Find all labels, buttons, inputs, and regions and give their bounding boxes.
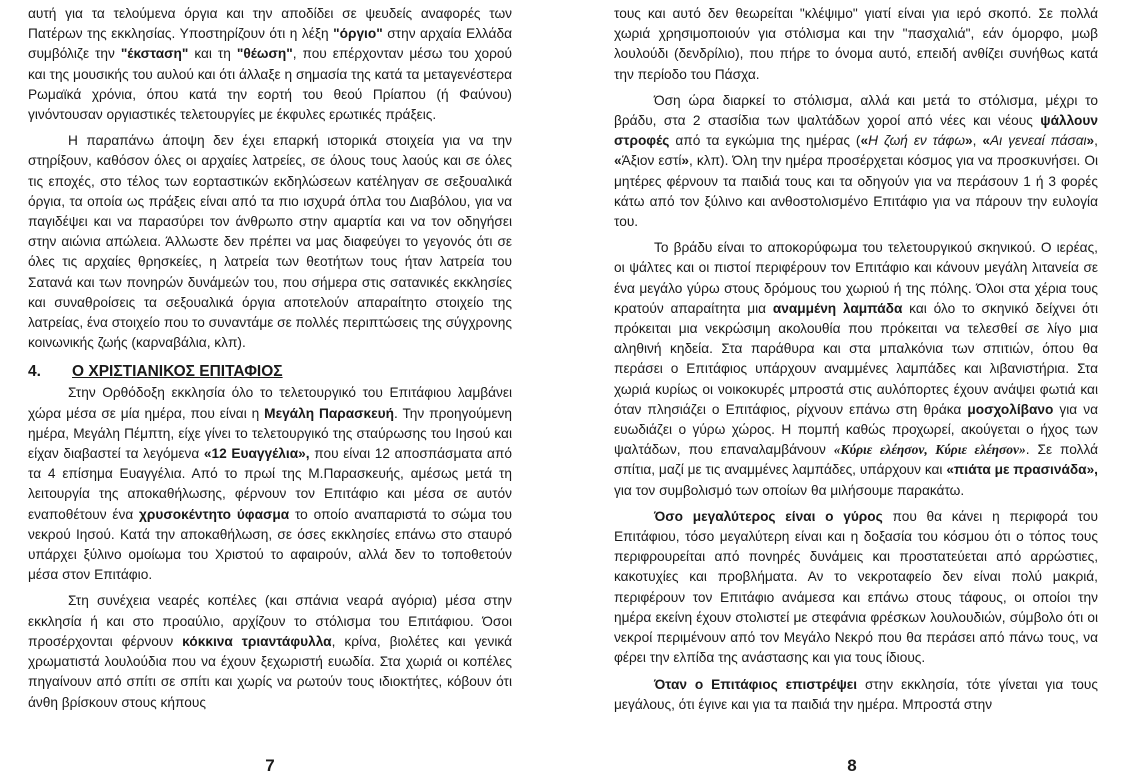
right-paragraph-1 <box>614 4 1098 85</box>
section-heading <box>28 361 512 383</box>
left-paragraph-2 <box>28 131 512 353</box>
right-paragraph-5 <box>614 675 1098 715</box>
right-page <box>614 4 1098 715</box>
bold-text: » <box>1086 133 1095 149</box>
italic-text: Αι γενεαί πάσαι <box>990 133 1087 149</box>
bold-text: ψάλλουν στροφές <box>614 113 1098 149</box>
italic-text: Η ζωή εν τάφω <box>868 133 965 149</box>
right-paragraph-3 <box>614 238 1098 501</box>
bold-text: » <box>681 153 690 169</box>
bold-text: « <box>982 133 990 149</box>
text-run: Το βράδυ είναι το αποκορύφωμα του τελετουργικού σκηνικού. Ο ιερέας, οι ψάλτες και οι πιστοί περιφέρουν τον Επιτάφιο και κάνουν μεγάλη λιτανεία σε ένα μεγάλο γύρω στους δρόμους του χωριού ή της πόλης. Όλοι στα χέρια τους κρατούν απαραίτητα μια <box>614 240 1098 316</box>
italic-quote: «Κύριε ελέησον, Κύριε ελέησον» <box>833 442 1026 458</box>
bold-text: "θέωση" <box>236 46 293 62</box>
text-run: , κλπ). Όλη την ημέρα προσέρχεται κόσμος για να προσκυνήσει. Οι μητέρες φέρνουν τα παιδιά τους και τα οδηγούν για να περάσουν 1 ή 3 φορές κάτω από τον ξύλινο και ανθοστολισμένο Επιτάφιο για να πάρουν την ευλογία του. <box>614 153 1099 230</box>
bold-text: αναμμένη λαμπάδα <box>772 300 903 316</box>
text-run: Όση ώρα διαρκεί το στόλισμα, αλλά και μετά το στόλισμα, μέχρι το βράδυ, στα 2 στασίδια των ψαλτάδων χοροί από νέες και νέους <box>614 92 1098 129</box>
bold-text: κόκκινα τριαντάφυλλα <box>182 633 332 649</box>
bold-text: «πιάτα με πρασινάδα», <box>946 462 1098 478</box>
text-run: για να ευωδιάζει ο γύρω χώρος. Η πομπή καθώς προχωρεί, ακούγεται ο ήχος των ψαλτάδων, που επαναλαμβάνουν <box>614 401 1098 458</box>
text-run: τους και αυτό δεν θεωρείται "κλέψιμο" γιατί είναι για ιερό σκοπό. Σε πολλά χωριά χρησιμοποιούν για στόλισμα και την "πασχαλιά", εάν όμορφο, μωβ λουλούδι (δενδρίλιο), που πήρε το όνομα αυτό, επειδή ανθίζει συνήθως κατά την περίοδο του Πάσχα. <box>614 6 1098 82</box>
bold-text: Όσο μεγαλύτερος είναι ο γύρος <box>654 508 883 524</box>
text-run: που είναι 12 αποσπάσματα από τα 4 επίσημα Ευαγγέλια. Από το πρωί της Μ.Παρασκευής, αμέσως μετά τη λειτουργία της αποκαθήλωσης, φέρνουν τον Επιτάφιο και μέσα σε αυτόν εναποθέτουν ένα <box>28 446 513 522</box>
left-page <box>28 4 512 713</box>
right-paragraph-4 <box>614 507 1098 669</box>
text-run: , <box>972 133 983 149</box>
bold-text: « <box>614 153 622 169</box>
text-run: και όλο το σκηνικό δείχνει ότι πρόκειται μια νεκρώσιμη ακολουθία που πρόκειται να τελεσθεί σε λίγο μια αληθινή κηδεία. Στα παράθυρα και στα μπαλκόνια των σπιτιών, όπου θα περάσει ο Επιτάφιος υπάρχουν αναμμένες λαμπάδες και λιβανιστήρια. Στα χωριά κυρίως οι νοικοκυρές μπροστά στις αυλόπορτες έχουν ανάψει φωτιά και όταν πλησιάζει ο Επιτάφιος, ρίχνουν επάνω στη θράκα <box>614 300 1098 417</box>
left-paragraph-3 <box>28 383 512 585</box>
bold-text: Μεγάλη Παρασκευή <box>264 405 394 421</box>
bold-text: μοσχολίβανο <box>967 401 1054 417</box>
text-run: , που επέρχονταν μέσω του χορού και της μουσικής του αυλού και ότι άλλαξε η σημασία της κατά τα μεταγενέστερα Ρωμαϊκά χρόνια, όπου κατά την εορτή του θεού Πρίαπου (ή Φαύνου) γινόντουσαν οργιαστικές τελετουργίες με έκφυλες ερωτικές πράξεις. <box>28 46 512 123</box>
text-run: , κρίνα, βιολέτες και γενικά χρωματιστά λουλούδια που να έχουν ξεχωριστή ευωδία. Στα χωριά οι κοπέλες πηγαίνουν από σπίτι σε σπίτι και χωρίς να ρωτούν τους ιδιοκτήτες, κόβουν ότι άνθη βρίσκουν στους κήπους <box>28 633 512 710</box>
text-run: για τον συμβολισμό των οποίων θα μιλήσουμε παρακάτω. <box>614 482 965 498</box>
left-paragraph-4 <box>28 591 512 712</box>
bold-text: » <box>964 133 973 149</box>
left-paragraph-1 <box>28 4 512 125</box>
text-run: Στην Ορθόδοξη εκκλησία όλο το τελετουργικό του Επιτάφιου λαμβάνει χώρα μέσα σε μία ημέρα, που είναι η <box>28 385 512 421</box>
text-run: το οποίο αναπαριστά το σώμα του νεκρού Ιησού. Κατά την αποκαθήλωση, σε όσες εκκλησίες επάνω στο σταυρό υπάρχει ξύλινο ομοίωμα του Χριστού το αφαιρούν, αλλά δεν το τοποθετούν μέσα στον Επιτάφιο. <box>28 506 512 583</box>
page-number-right: 8 <box>847 756 857 775</box>
text-run: και τη <box>188 46 237 62</box>
text-run: Η παραπάνω άποψη δεν έχει επαρκή ιστορικά στοιχεία για να την στηρίξουν, καθόσον όλες οι αρχαίες λατρείες, σε όλους τους λαούς και σε όλες τις εποχές, στο τέλος των εορταστικών εκδηλώσεων κατέληγαν σε σεξουαλικά όργια, τα οποία ως πράξεις είναι από τα πιο ισχυρά όπλα του Διαβόλου, για να παγιδέψει και να παρασύρει τον άνθρωπο στην αμαρτία και να τον οδηγήσει στην αιώνια απώλεια. Άλλωστε δεν πρέπει να μας διαφεύγει το γεγονός ότι σε όλες τις αρχαίες θρησκείες, η λατρεία των θεοτήτων τους ήταν λατρεία του Σατανά και των πονηρών δυνάμεών του, που σήμερα στις σατανικές εκκλησίες και συναθροίσεις τα σεξουαλικά όργια αποτελούν απαραίτητο στοιχείο της λατρείας, ένα στοιχείο που το συναντάμε σε πολλές περιπτώσεις της σύγχρονης κοινωνικής ζωής (καρναβάλια, κλπ). <box>28 133 512 351</box>
bold-text: "έκσταση" <box>120 46 189 62</box>
text-run: Στη συνέχεια νεαρές κοπέλες (και σπάνια νεαρά αγόρια) μέσα στην εκκλησία ή και στο προαύλιο, αρχίζουν το στόλισμα του Επιτάφιου. Όσοι προσέρχονται φέρνουν <box>28 593 512 649</box>
text-run: αυτή για τα τελούμενα όργια και την αποδίδει σε ψευδείς αναφορές των Πατέρων της εκκλησίας. Υποστηρίζουν ότι η λέξη <box>28 6 512 42</box>
text-run: , <box>1094 133 1098 149</box>
bold-text: «12 Ευαγγέλια», <box>203 446 310 462</box>
page-number-left: 7 <box>265 756 275 775</box>
bold-text: "όργιο" <box>333 26 383 42</box>
bold-text: « <box>860 133 869 149</box>
section-title: Ο ΧΡΙΣΤΙΑΝΙΚΟΣ ΕΠΙΤΑΦΙΟΣ <box>72 363 283 381</box>
bold-text: χρυσοκέντητο ύφασμα <box>139 506 290 522</box>
text-run: στην εκκλησία, τότε γίνεται για τους μεγάλους, ότι έγινε και για τα παιδιά την ημέρα. Μπροστά στην <box>614 676 1098 712</box>
section-number: 4. <box>28 363 41 381</box>
bold-text: Όταν ο Επιτάφιος επιστρέψει <box>654 676 858 692</box>
text-run: από τα εγκώμια της ημέρας ( <box>669 133 861 149</box>
right-paragraph-2 <box>614 91 1098 232</box>
text-run: . Σε πολλά σπίτια, μαζί με τις αναμμένες λαμπάδες, υπάρχουν και <box>614 442 1098 478</box>
text-run: . Την προηγούμενη ημέρα, Μεγάλη Πέμπτη, είχε γίνει το τελετουργικό της σταύρωσης του Ιησού και είχαν διαβαστεί τα λεγόμενα <box>28 405 512 462</box>
text-run: στην αρχαία Ελλάδα συμβόλιζε την <box>28 26 512 62</box>
text-run: Άξιον εστί <box>621 153 682 169</box>
text-run: που θα κάνει η περιφορά του Επιτάφιου, τόσο μεγαλύτερη είναι και η δοξασία του κόσμου ότι ο τόπος τους περιφρουρείται από πονηρές δυνάμεις και προστατεύεται από αρρώστιες, κακοτυχίες και προβλήματα. Αν το νεκροταφείο δεν είναι πολύ μακριά, περιφέρουν τον Επιτάφιο ανάμεσα και επάνω στους τάφους, οι οποίοι την ημέρα εκείνη έχουν στολιστεί με στεφάνια φρέσκων λουλουδιών, σύμβολο ότι οι νεκροί περιμένουν από τον Μεγάλο Νεκρό που θα περάσει από πάνω τους, να φέρει την ελπίδα της ανάστασης και για τους ίδιους. <box>614 508 1098 666</box>
